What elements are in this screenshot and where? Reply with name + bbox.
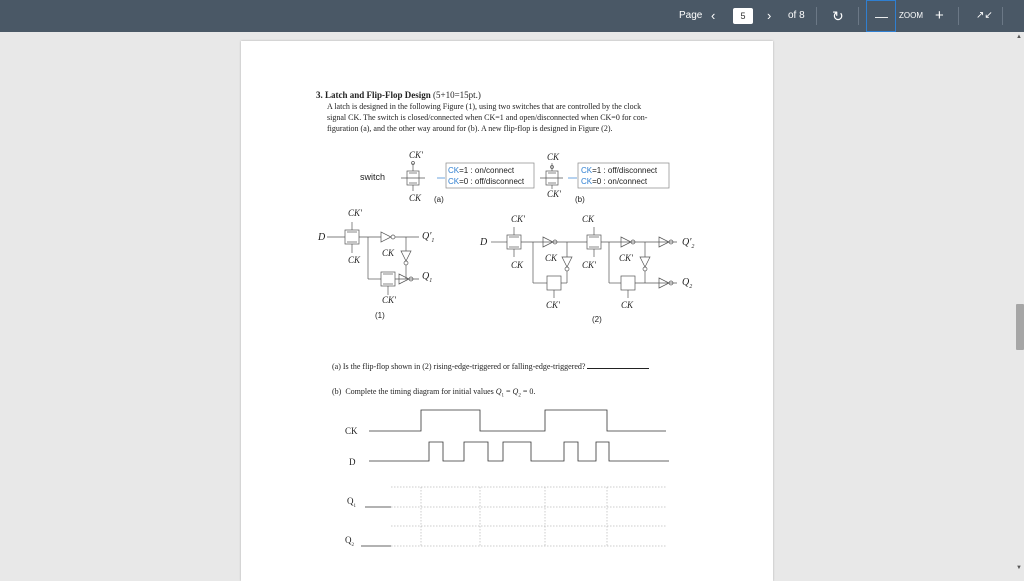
switch-a-note-2: CK=0 : off/disconnect — [448, 177, 525, 186]
page-number-input[interactable]: 5 — [733, 8, 753, 24]
q2-label: $Q_2$ — [682, 277, 693, 290]
paragraph-line: signal CK. The switch is closed/connected when CK=1 and open/disconnected when CK=0 for con- — [327, 113, 648, 122]
toolbar-divider — [958, 7, 959, 25]
question-a: (a) Is the flip-flop shown in (2) rising-edge-triggered or falling-edge-triggered? — [332, 362, 649, 371]
label-a: (a) — [434, 195, 444, 204]
circuit-and-timing-drawing — [241, 41, 773, 581]
ck-prime-label: CK' — [546, 300, 560, 310]
q1-label: $Q_1$ — [422, 271, 433, 284]
vertical-scrollbar[interactable] — [1014, 32, 1024, 576]
paragraph-line: figuration (a), and the other way around for (b). A new flip-flop is designed in Figure (2). — [327, 124, 613, 133]
question-b: (b) Complete the timing diagram for initial values $Q_1 = Q_2 = 0$. — [332, 387, 536, 399]
ck-prime-label: CK' — [547, 189, 561, 199]
rotate-icon[interactable]: ↻ — [832, 8, 844, 24]
ck-label: CK — [582, 214, 595, 224]
label-b: (b) — [575, 195, 585, 204]
timing-waveforms — [361, 410, 669, 546]
minus-icon: — — [875, 9, 888, 24]
switch-symbol-a — [401, 162, 425, 192]
figure-1-caption: (1) — [375, 311, 385, 320]
timing-ck-label: CK — [345, 426, 358, 436]
toolbar-divider — [858, 7, 859, 25]
ck-prime-label: CK' — [409, 150, 423, 160]
d-waveform — [369, 442, 669, 461]
ck-label: CK — [621, 300, 634, 310]
switch-b-note-2: CK=0 : on/connect — [581, 177, 648, 186]
ck-waveform — [369, 410, 666, 431]
switch-symbol-b — [540, 163, 563, 189]
timing-q1-label: $Q_1$ — [347, 496, 356, 509]
ck-label: CK — [382, 248, 395, 258]
flipflop-circuit-2 — [491, 227, 677, 298]
q1-prime-label: $Q'_1$ — [422, 231, 435, 244]
document-page — [241, 41, 773, 581]
timing-q2-label: $Q_2$ — [345, 535, 354, 548]
figure-2-caption: (2) — [592, 315, 602, 324]
ck-label: CK — [547, 152, 560, 162]
zoom-label: ZOOM — [899, 11, 923, 20]
timing-grid — [391, 487, 666, 546]
question-heading: 3. Latch and Flip-Flop Design (5+10=15pt.) — [316, 90, 481, 100]
page-total: of 8 — [788, 10, 805, 21]
ck-label: CK — [348, 255, 361, 265]
ck-prime-label: CK' — [582, 260, 596, 270]
page-label: Page — [679, 10, 703, 21]
ck-prime-label: CK' — [382, 295, 396, 305]
switch-label: switch — [360, 172, 386, 182]
toolbar-divider — [1002, 7, 1003, 25]
toolbar-divider — [816, 7, 817, 25]
d-input-label: D — [318, 232, 326, 243]
latch-circuit-1 — [327, 222, 419, 295]
ck-label: CK — [409, 193, 422, 203]
ck-label: CK — [511, 260, 524, 270]
switch-a-note-1: CK=1 : on/connect — [448, 166, 515, 175]
scroll-down-icon[interactable]: ▼ — [1016, 565, 1022, 571]
ck-label: CK — [545, 253, 558, 263]
scroll-up-icon[interactable]: ▲ — [1016, 34, 1022, 40]
switch-b-note-1: CK=1 : off/disconnect — [581, 166, 658, 175]
zoom-in-icon[interactable]: + — [935, 7, 944, 24]
timing-d-label: D — [349, 457, 356, 467]
prev-page-icon[interactable]: ‹ — [711, 8, 716, 23]
d-input-label: D — [480, 237, 488, 248]
viewer-toolbar — [0, 0, 1024, 32]
collapse-icon[interactable]: ↗↙ — [976, 10, 993, 21]
ck-prime-label: CK' — [348, 208, 362, 218]
zoom-out-button[interactable] — [866, 0, 896, 32]
ck-prime-label: CK' — [511, 214, 525, 224]
scrollbar-thumb[interactable] — [1016, 304, 1024, 350]
paragraph-line: A latch is designed in the following Figure (1), using two switches that are controlled by the clock — [327, 102, 642, 111]
next-page-icon[interactable]: › — [767, 8, 772, 23]
q2-prime-label: $Q'_2$ — [682, 237, 695, 250]
ck-prime-label: CK' — [619, 253, 633, 263]
